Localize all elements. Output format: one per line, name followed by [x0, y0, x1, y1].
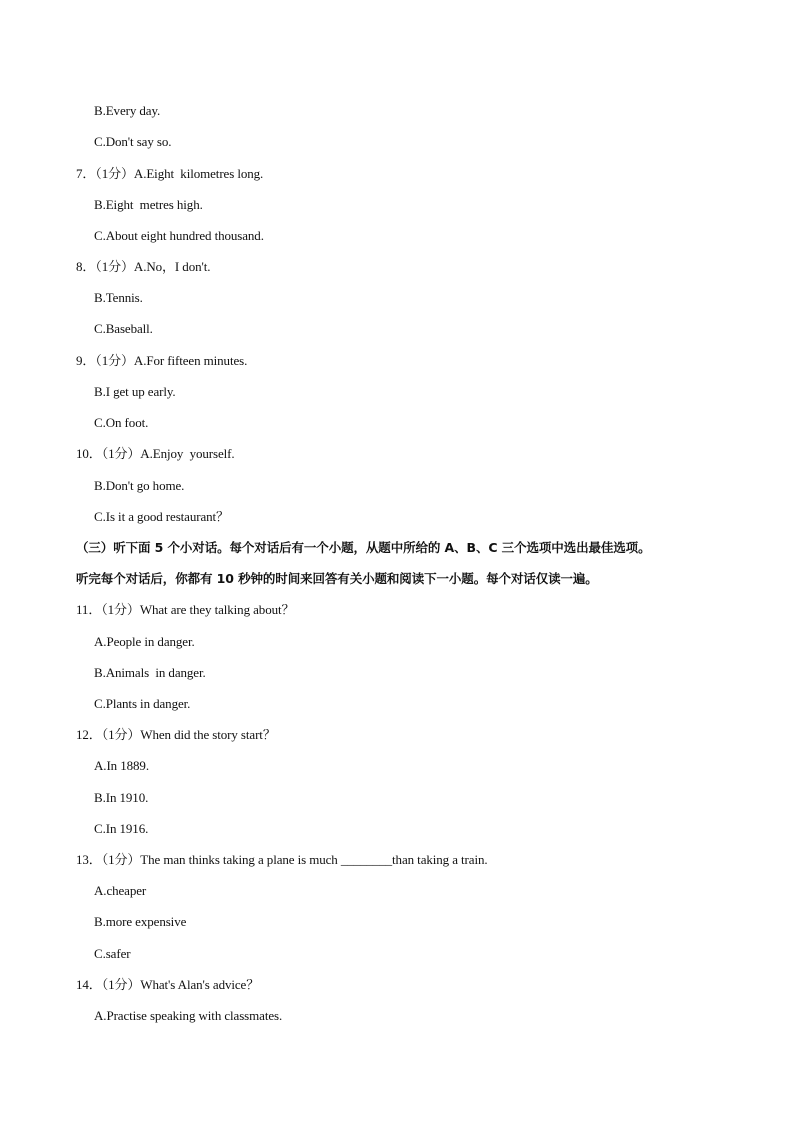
option-q8-c: C.Baseball.: [94, 321, 153, 336]
option-q9-b: B.I get up early.: [94, 384, 176, 399]
question-11: 11．（1分）What are they talking about？: [76, 602, 295, 617]
option-q6-b: B.Every day.: [94, 103, 161, 118]
question-10: 10．（1分）A.Enjoy yourself.: [76, 446, 235, 461]
option-q13-a: A.cheaper: [94, 883, 147, 898]
option-q12-a: A.In 1889.: [94, 758, 149, 773]
option-q6-c: C.Don't say so.: [94, 134, 172, 149]
option-q7-c: C.About eight hundred thousand.: [94, 228, 264, 243]
option-q7-b: B.Eight metres high.: [94, 197, 203, 212]
option-q11-b: B.Animals in danger.: [94, 665, 206, 680]
section-3-instructions-line2: 听完每个对话后，你都有 10 秒钟的时间来回答有关小题和阅读下一小题。每个对话仅读一遍。: [76, 571, 598, 586]
option-q13-b: B.more expensive: [94, 914, 187, 929]
option-q8-b: B.Tennis.: [94, 290, 143, 305]
question-14: 14．（1分）What's Alan's advice？: [76, 977, 260, 992]
option-q12-b: B.In 1910.: [94, 790, 149, 805]
question-8: 8．（1分）A.No，I don't.: [76, 259, 211, 274]
question-12: 12．（1分）When did the story start？: [76, 727, 276, 742]
option-q14-a: A.Practise speaking with classmates.: [94, 1008, 283, 1023]
option-q10-b: B.Don't go home.: [94, 478, 185, 493]
option-q11-a: A.People in danger.: [94, 634, 195, 649]
question-9: 9．（1分）A.For fifteen minutes.: [76, 353, 248, 368]
option-q13-c: C.safer: [94, 946, 131, 961]
option-q10-c: C.Is it a good restaurant？: [94, 509, 229, 524]
option-q9-c: C.On foot.: [94, 415, 149, 430]
option-q11-c: C.Plants in danger.: [94, 696, 191, 711]
question-13: 13．（1分）The man thinks taking a plane is much ________than taking a train.: [76, 852, 488, 867]
option-q12-c: C.In 1916.: [94, 821, 149, 836]
section-3-instructions-line1: （三）听下面 5 个小对话。每个对话后有一个小题，从题中所给的 A、B、C 三个选项中选出最佳选项。: [76, 540, 651, 555]
question-7: 7．（1分）A.Eight kilometres long.: [76, 166, 264, 181]
